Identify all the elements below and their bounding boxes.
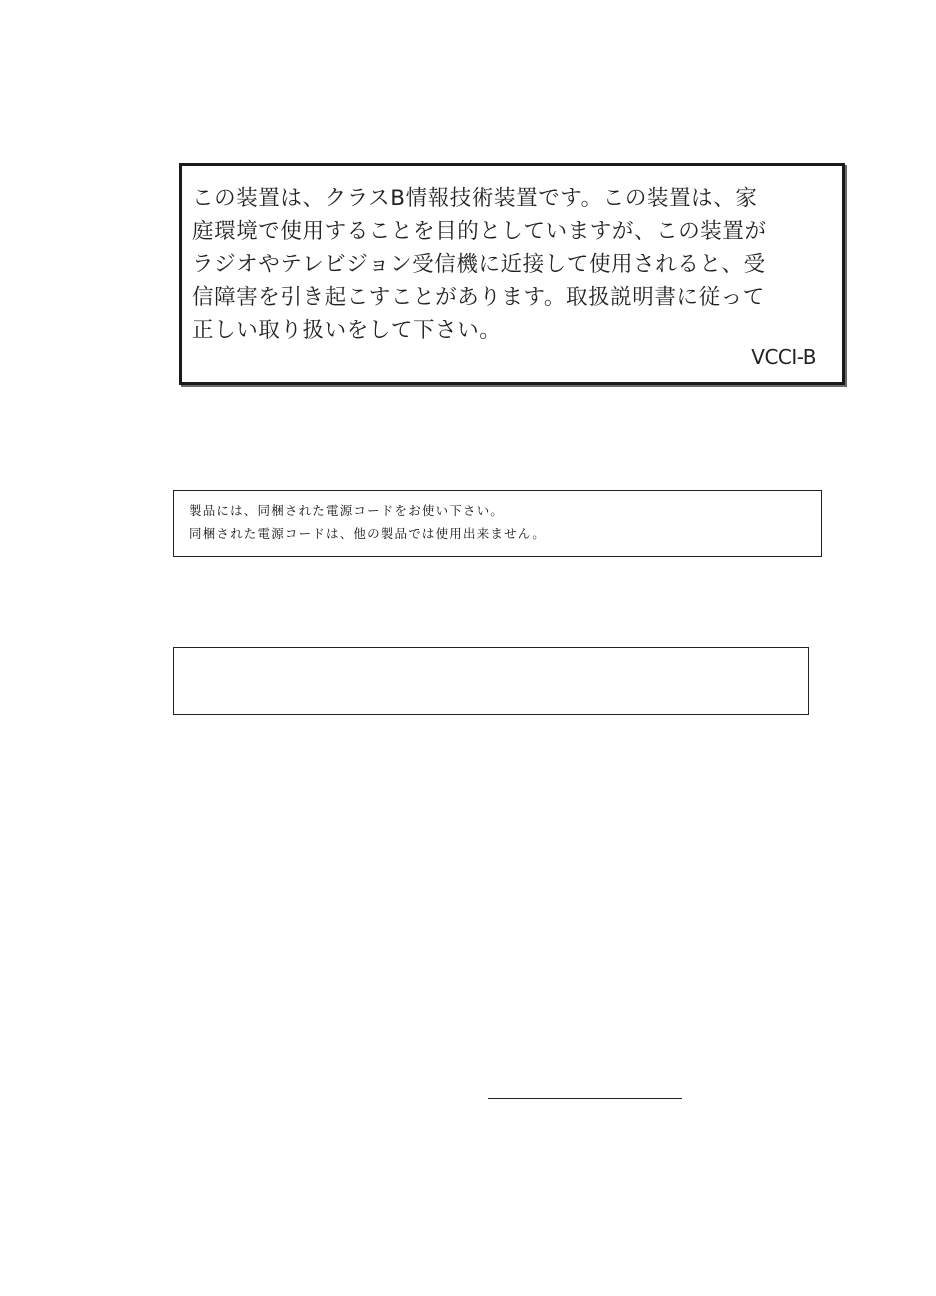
- vcci-notice-text: [192, 182, 828, 347]
- vcci-notice-box: [179, 163, 845, 385]
- vcci-notice-line: ラジオやテレビジョン受信機に近接して使用されると、受: [192, 252, 766, 277]
- vcci-notice-line: 信障害を引き起こすことがあります。取扱説明書に従って: [192, 285, 765, 310]
- footnote-rule: [488, 1098, 682, 1099]
- vcci-class-code: VCCI-B: [751, 345, 816, 369]
- power-cord-notice-text: [189, 499, 546, 545]
- vcci-notice-line: 正しい取り扱いをして下さい。: [192, 318, 502, 343]
- empty-notice-box: [173, 647, 809, 715]
- vcci-notice-line: この装置は、クラスB情報技術装置です。この装置は、家: [192, 186, 758, 211]
- power-cord-notice-box: [173, 490, 822, 557]
- power-cord-notice-line: 製品には、同梱された電源コードをお使い下さい。: [189, 503, 505, 518]
- power-cord-notice-line: 同梱された電源コードは、他の製品では使用出来ません。: [189, 526, 546, 541]
- vcci-notice-line: 庭環境で使用することを目的としていますが、この装置が: [192, 219, 767, 244]
